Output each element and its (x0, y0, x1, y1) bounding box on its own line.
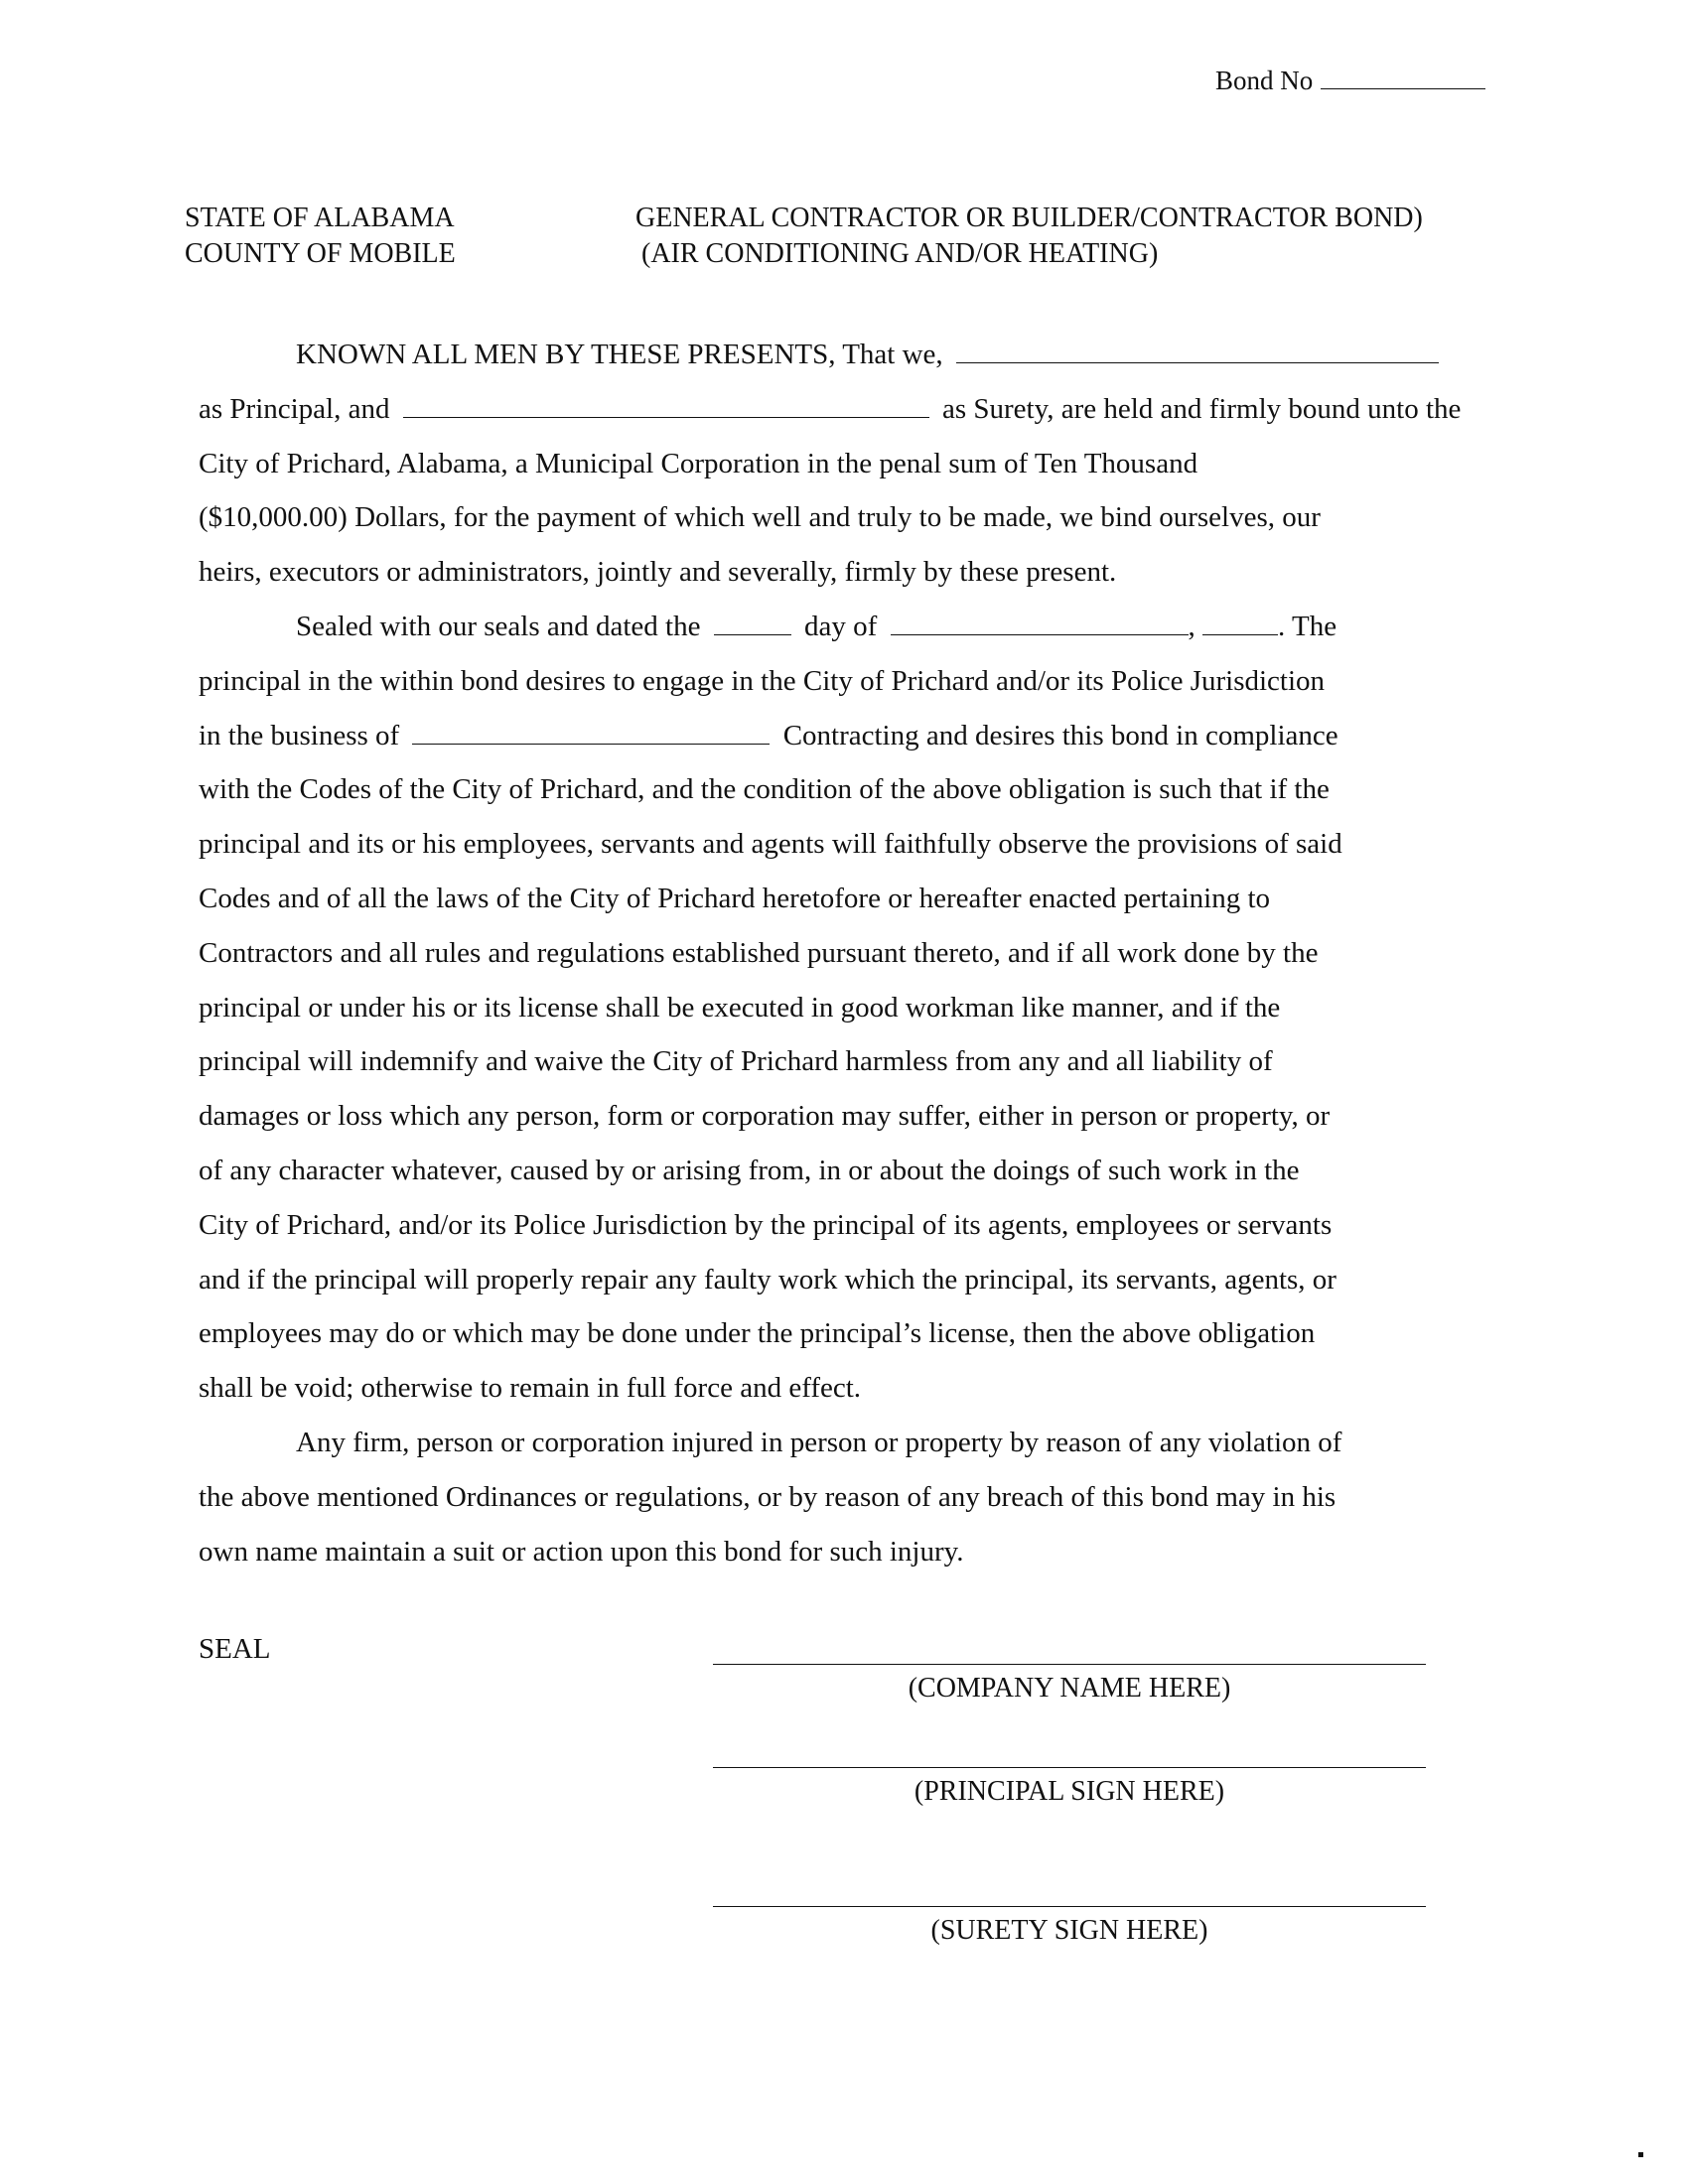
body-line: damages or loss which any person, form or corporation may suffer, either in person or property, or (199, 1100, 1331, 1133)
body-line: with the Codes of the City of Prichard, and the condition of the above obligation is such that if the (199, 773, 1330, 806)
day-blank[interactable] (714, 611, 791, 635)
body-line: and if the principal will properly repair any faulty work which the principal, its servants, agents, or (199, 1263, 1336, 1296)
month-blank[interactable] (891, 611, 1189, 635)
text: , (1188, 610, 1196, 642)
principal-signature-line[interactable] (713, 1767, 1426, 1768)
body-line: employees may do or which may be done under the principal’s license, then the above obligation (199, 1317, 1316, 1350)
company-name-caption: (COMPANY NAME HERE) (908, 1673, 1231, 1704)
surety-signature-caption: (SURETY SIGN HERE) (930, 1915, 1208, 1946)
business-type-blank[interactable] (412, 720, 770, 745)
body-line: City of Prichard, and/or its Police Jurisdiction by the principal of its agents, employees or servants (199, 1208, 1333, 1241)
body-line: Contractors and all rules and regulations established pursuant thereto, and if all work done by the (199, 936, 1319, 969)
bond-title-line2: (AIR CONDITIONING AND/OR HEATING) (641, 238, 1159, 269)
body-line: of any character whatever, caused by or arising from, in or about the doings of such work in the (199, 1154, 1300, 1186)
body-line: own name maintain a suit or action upon this bond for such injury. (199, 1535, 964, 1568)
body-line: heirs, executors or administrators, jointly and severally, firmly by these present. (199, 556, 1117, 589)
company-name-line[interactable] (713, 1664, 1426, 1665)
seal-label: SEAL (199, 1633, 271, 1665)
corner-mark (1638, 2152, 1643, 2157)
state-label: STATE OF ALABAMA (185, 203, 455, 233)
body-line: the above mentioned Ordinances or regulations, or by reason of any breach of this bond may in his (199, 1480, 1336, 1513)
bond-number-blank[interactable] (1321, 67, 1485, 89)
principal-signature-caption: (PRINCIPAL SIGN HERE) (914, 1776, 1225, 1807)
body-line: principal in the within bond desires to engage in the City of Prichard and/or its Police Jurisdiction (199, 664, 1326, 697)
surety-signature-line[interactable] (713, 1906, 1426, 1907)
body-line (199, 600, 1489, 654)
bond-body (199, 328, 1489, 1578)
body-line (199, 382, 1489, 437)
body-line (199, 328, 1489, 382)
text: . The (1278, 610, 1337, 642)
body-line: principal and its or his employees, servants and agents will faithfully observe the provisions of said (199, 828, 1342, 861)
text: as Principal, and (199, 392, 390, 425)
surety-signature-block (713, 1906, 1426, 1947)
text: Sealed with our seals and dated the (296, 610, 701, 642)
bond-number (1215, 66, 1485, 96)
text: in the business of (199, 719, 400, 751)
body-line: Any firm, person or corporation injured in person or property by reason of any violation of (296, 1426, 1342, 1458)
company-signature-block (713, 1664, 1426, 1705)
surety-name-blank[interactable] (403, 393, 929, 418)
text: Contracting and desires this bond in compliance (782, 719, 1338, 751)
body-line: City of Prichard, Alabama, a Municipal Corporation in the penal sum of Ten Thousand (199, 447, 1198, 479)
body-line: principal will indemnify and waive the City of Prichard harmless from any and all liability of (199, 1045, 1273, 1078)
body-line: principal or under his or its license shall be executed in good workman like manner, and if the (199, 991, 1281, 1024)
bond-title-line1: GENERAL CONTRACTOR OR BUILDER/CONTRACTOR BOND) (635, 203, 1423, 233)
text: KNOWN ALL MEN BY THESE PRESENTS, That we, (296, 339, 943, 370)
body-line: ($10,000.00) Dollars, for the payment of which well and truly to be made, we bind ourselves, our (199, 501, 1321, 534)
principal-signature-block (713, 1767, 1426, 1808)
bond-title (635, 201, 1423, 272)
body-line (199, 709, 1489, 763)
venue-block (185, 201, 456, 272)
principal-name-blank[interactable] (956, 339, 1439, 363)
text: day of (804, 610, 878, 642)
text: as Surety, are held and firmly bound unto the (941, 392, 1462, 425)
bond-number-label: Bond No (1215, 66, 1314, 95)
year-blank[interactable] (1202, 611, 1278, 635)
county-label: COUNTY OF MOBILE (185, 238, 456, 269)
body-line: shall be void; otherwise to remain in full force and effect. (199, 1372, 862, 1405)
body-line: Codes and of all the laws of the City of Prichard heretofore or hereafter enacted pertaining to (199, 882, 1271, 914)
